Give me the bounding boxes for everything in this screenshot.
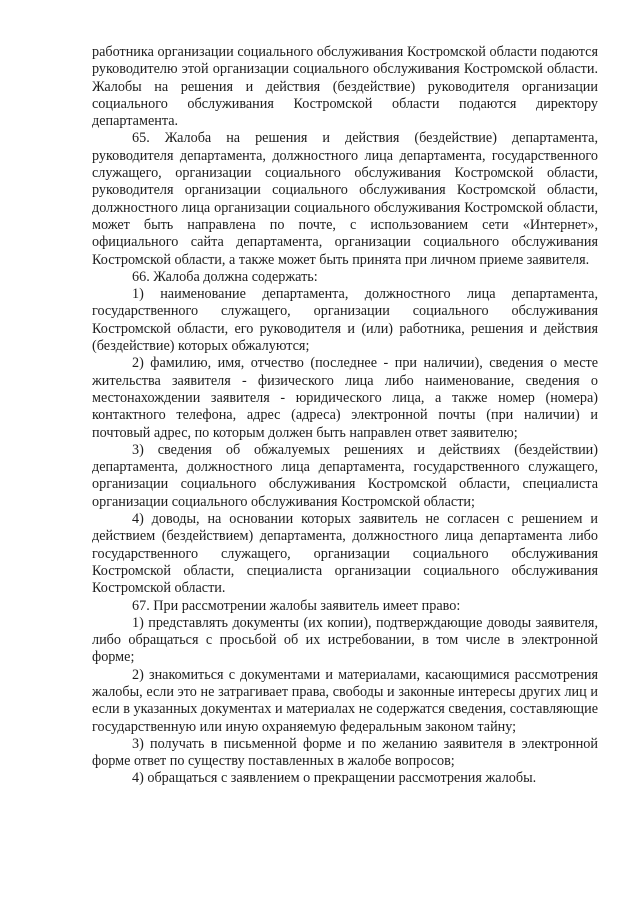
paragraph-66-item-4: 4) доводы, на основании которых заявитель не согласен с решением и действием (бездействием) департамента, должностного лица департамента либо государственного служащего, организации социального обслуживания Костромской области, специалиста организации социального обслуживания Костромской области. xyxy=(92,511,598,597)
paragraph-66-item-1: 1) наименование департамента, должностного лица департамента, государственного служащего, организации социального обслуживания Костромской области, его руководителя и (или) работника, решения и действия (бездействие) которых обжалуются; xyxy=(92,286,598,355)
document-body xyxy=(92,44,598,788)
paragraph-65: 65. Жалоба на решения и действия (бездействие) департамента, руководителя департамента, должностного лица департамента, государственного служащего, организации социального обслуживания Костромской области, руководителя организации социального обслуживания Костромской области, должностного лица организации социального обслуживания Костромской области, может быть направлена по почте, с использованием сети «Интернет», официального сайта департамента, организации социального обслуживания Костромской области, а также может быть принята при личном приеме заявителя. xyxy=(92,130,598,268)
paragraph-67-item-1: 1) представлять документы (их копии), подтверждающие доводы заявителя, либо обращаться с просьбой об их истребовании, в том числе в электронной форме; xyxy=(92,614,598,666)
paragraph-continuation: работника организации социального обслуживания Костромской области подаются руководителю этой организации социального обслуживания Костромской области. Жалобы на решения и действия (бездействие) руководителя организации социального обслуживания Костромской области подаются директору департамента. xyxy=(92,44,598,130)
paragraph-67-item-3: 3) получать в письменной форме и по желанию заявителя в электронной форме ответ по существу поставленных в жалобе вопросов; xyxy=(92,735,598,770)
paragraph-66-item-3: 3) сведения об обжалуемых решениях и действиях (бездействии) департамента, должностного лица департамента, государственного служащего, организации социального обслуживания Костромской области, специалиста организации социального обслуживания Костромской области; xyxy=(92,441,598,510)
paragraph-66-item-2: 2) фамилию, имя, отчество (последнее - при наличии), сведения о месте жительства заявителя - физического лица либо наименование, сведения о местонахождении заявителя - юридического лица, а также номер (номера) контактного телефона, адрес (адреса) электронной почты (при наличии) и почтовый адрес, по которым должен быть направлен ответ заявителю; xyxy=(92,355,598,441)
paragraph-66-heading: 66. Жалоба должна содержать: xyxy=(132,268,318,285)
paragraph-67-item-4: 4) обращаться с заявлением о прекращении рассмотрения жалобы. xyxy=(132,770,537,787)
paragraph-67-heading: 67. При рассмотрении жалобы заявитель имеет право: xyxy=(132,597,461,614)
paragraph-67-item-2: 2) знакомиться с документами и материалами, касающимися рассмотрения жалобы, если это не затрагивает права, свободы и законные интересы других лиц и если в указанных документах и материалах не содержатся сведения, составляющие государственную или иную охраняемую федеральным законом тайну; xyxy=(92,666,598,735)
